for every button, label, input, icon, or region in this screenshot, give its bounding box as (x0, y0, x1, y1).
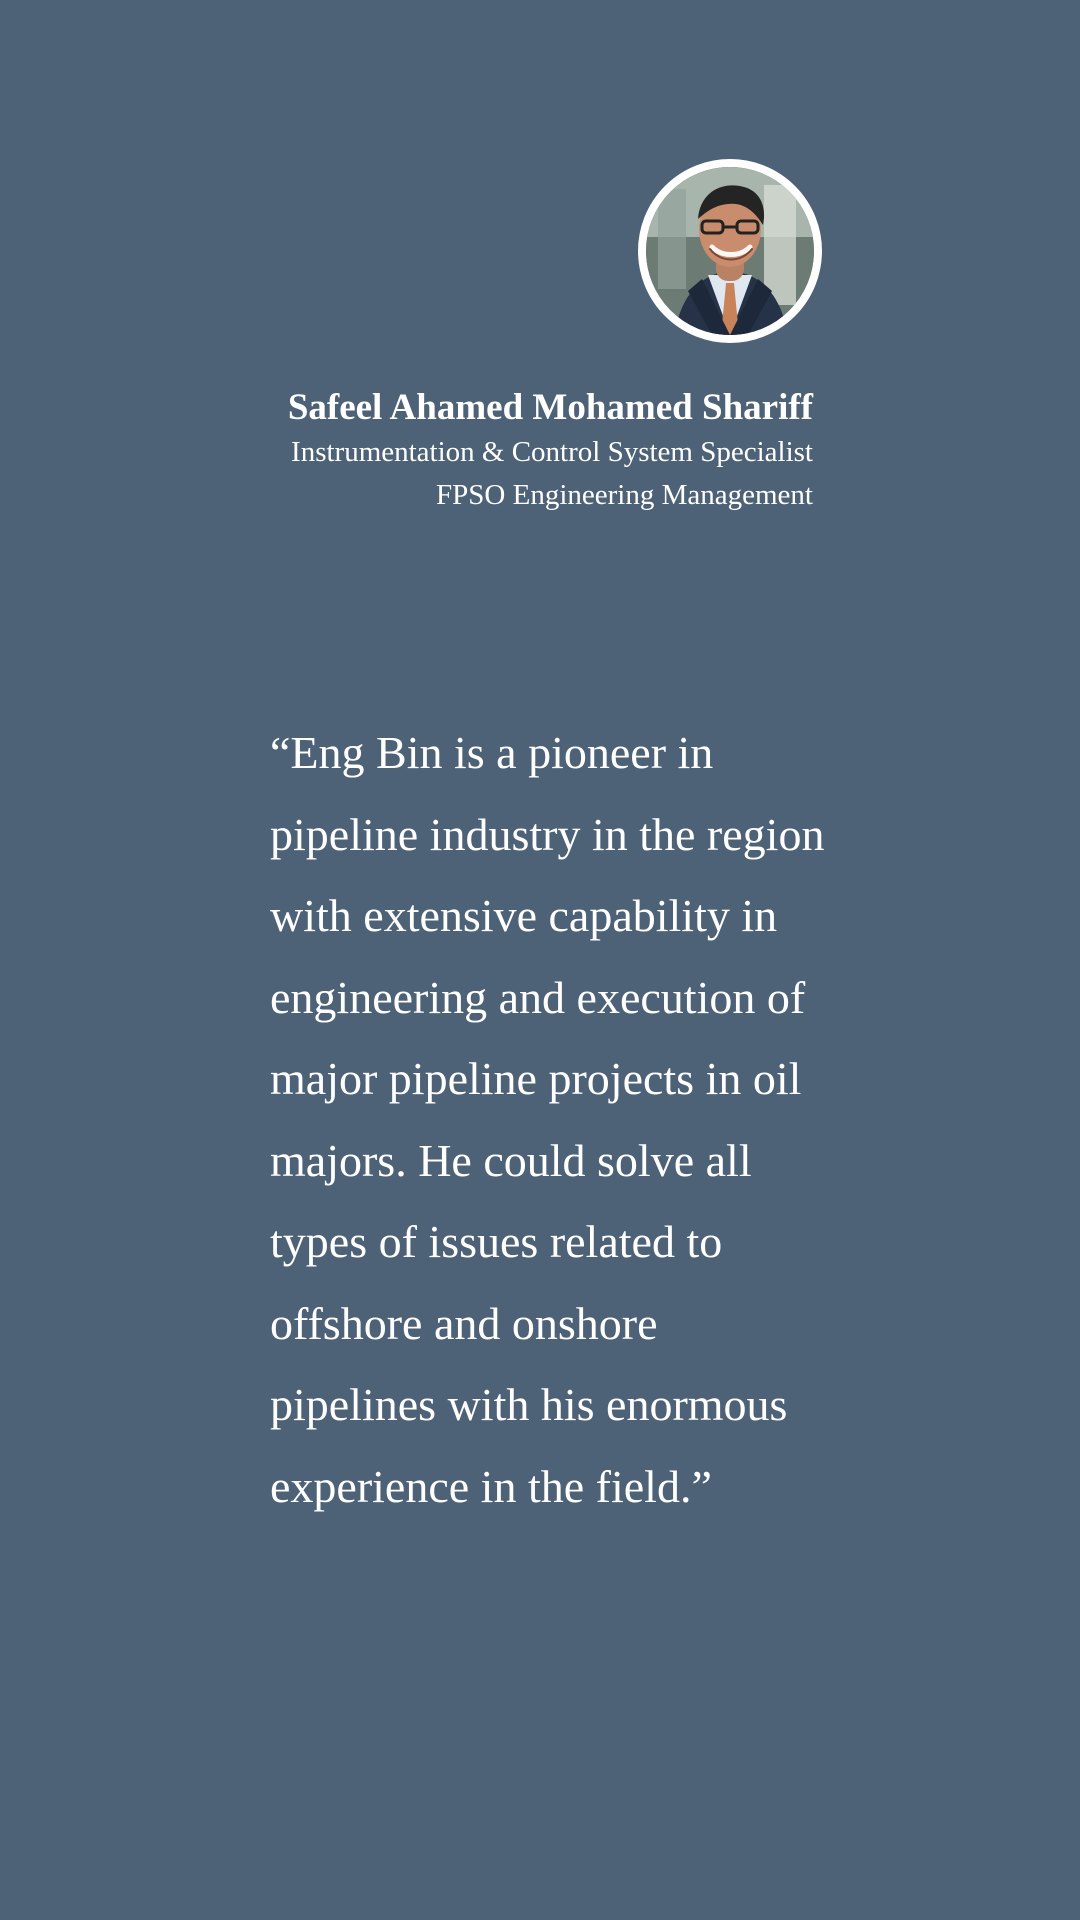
person-department: FPSO Engineering Management (436, 479, 813, 511)
person-photo (646, 167, 814, 335)
person-title: Instrumentation & Control System Specialist (291, 436, 813, 468)
person-info (193, 385, 813, 517)
testimonial-quote: “Eng Bin is a pioneer in pipeline industry in the region with extensive capability in engineering and execution of major pipeline projects in oil majors. He could solve all types of issues related to offshore and onshore pipelines with his enormous experience in the field.” (270, 727, 825, 1512)
avatar (638, 159, 822, 343)
person-name: Safeel Ahamed Mohamed Shariff (287, 387, 813, 428)
